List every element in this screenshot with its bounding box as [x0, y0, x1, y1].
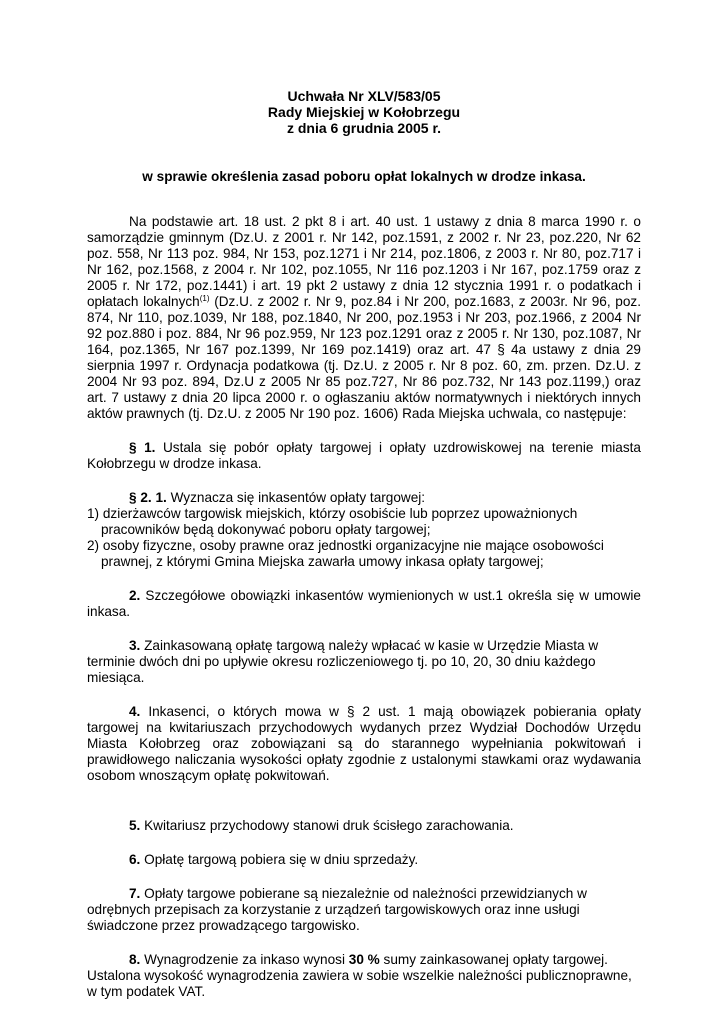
section-2-1-text: Wyznacza się inkasentów opłaty targowej:	[166, 490, 426, 505]
section-2-4-label: 4.	[129, 704, 141, 719]
resolution-subject: w sprawie określenia zasad poboru opłat lokalnych w drodze inkasa.	[142, 169, 586, 184]
section-2-5-label: 5.	[129, 818, 141, 833]
section-2-6-label: 6.	[129, 852, 141, 867]
section-2-8-label: 8.	[129, 952, 141, 967]
section-2-1-label: § 2. 1.	[129, 490, 167, 505]
section-2-4-text: Inkasenci, o których mowa w § 2 ust. 1 mają obowiązek pobierania opłaty targowej na kwitariuszach przychodowych wydanych przez Wydział Dochodów Urzędu Miasta Kołobrzeg oraz zobowiązani są do starannego wypełniania pokwitowań i prawidłowego naliczania wysokości opłaty zgodnie z ustalonymi stawkami oraz wydawania osobom wnoszącym opłatę pokwitowań.	[87, 704, 641, 783]
list-item: 2) osoby fizyczne, osoby prawne oraz jednostki organizacyjne nie mające osobowości prawnej, z którymi Gmina Miejska zawarła umowy inkasa opłaty targowej;	[87, 538, 604, 569]
section-2-5	[87, 818, 641, 834]
legal-basis-part1: Na podstawie art. 18 ust. 2 pkt 8 i art. 40 ust. 1 ustawy z dnia 8 marca 1990 r. o samorządzie gminnym (Dz.U. z 2001 r. Nr 142, poz.1591, z 2002 r. Nr 23, poz.220, Nr 62 poz. 558, Nr 113 poz. 984, Nr 153, poz.1271 i Nr 214, poz.1806, z 2003 r. Nr 80, poz.717 i Nr 162, poz.1568, z 2004 r. Nr 102, poz.1055, Nr 116 poz.1203 i Nr 167, poz.1759 oraz z 2005 r. Nr 172, poz.1441) i art. 19 pkt 2 ustawy z dnia 12 stycznia 1991 r. o podatkach i opłatach lokalnych	[87, 214, 641, 309]
legal-basis-paragraph	[87, 214, 641, 422]
council-name: Rady Miejskiej w Kołobrzegu	[267, 104, 461, 120]
section-1	[87, 440, 641, 472]
section-2-2-label: 2.	[129, 588, 141, 603]
resolution-date: z dnia 6 grudnia 2005 r.	[286, 120, 442, 136]
section-2-5-text: Kwitariusz przychodowy stanowi druk ścisłego zarachowania.	[140, 818, 514, 833]
section-2-8	[87, 952, 641, 1000]
section-1-label: § 1.	[129, 440, 156, 455]
section-2-7	[87, 886, 641, 934]
resolution-number: Uchwała Nr XLV/583/05	[287, 88, 441, 104]
section-2-3-label: 3.	[129, 638, 141, 653]
section-2-7-label: 7.	[129, 886, 141, 901]
list-item: 1) dzierżawców targowisk miejskich, którzy osobiście lub poprzez upoważnionych pracowników będą dokonywać poboru opłaty targowej;	[87, 506, 578, 537]
section-2-7-text: Opłaty targowe pobierane są niezależnie od należności przewidzianych w odrębnych przepisach za korzystanie z urządzeń targowiskowych oraz inne usługi świadczone przez prowadzącego targowisko.	[87, 886, 587, 933]
commission-percent: 30 %	[348, 952, 380, 967]
section-2-2	[87, 588, 641, 620]
section-1-text: Ustala się pobór opłaty targowej i opłaty uzdrowiskowej na terenie miasta Kołobrzegu w drodze inkasa.	[87, 440, 641, 471]
section-2-4	[87, 704, 641, 784]
section-2-3-text: Zainkasowaną opłatę targową należy wpłacać w kasie w Urzędzie Miasta w terminie dwóch dni po upływie okresu rozliczeniowego tj. po 10, 20, 30 dniu każdego miesiąca.	[87, 638, 599, 685]
footnote-marker: (1)	[199, 294, 210, 303]
document-page	[87, 88, 641, 1000]
section-2-6-text: Opłatę targową pobiera się w dniu sprzedaży.	[140, 852, 419, 867]
section-2-6	[87, 852, 641, 868]
section-2-2-text: Szczegółowe obowiązki inkasentów wymienionych w ust.1 określa się w umowie inkasa.	[87, 588, 641, 619]
section-2-3	[87, 638, 641, 686]
resolution-header	[87, 88, 641, 136]
section-2-1	[87, 490, 641, 570]
section-2-8-text-after: sumy zainkasowanej opłaty targowej. Ustalona wysokość wynagrodzenia zawiera w sobie wszelkie należności publicznoprawne, w tym podatek VAT.	[87, 952, 632, 999]
section-2-8-text-before: Wynagrodzenie za inkaso wynosi	[140, 952, 349, 967]
legal-basis-part2: (Dz.U. z 2002 r. Nr 9, poz.84 i Nr 200, poz.1683, z 2003r. Nr 96, poz. 874, Nr 110, poz.1039, Nr 188, poz.1840, Nr 200, poz.1953 i Nr 203, poz.1966, z 2004 Nr 92 poz.880 i poz. 884, Nr 96 poz.959, Nr 123 poz.1291 oraz z 2005 r. Nr 130, poz.1087, Nr 164, poz.1365, Nr 167 poz.1399, Nr 169 poz.1419) oraz art. 47 § 4a ustawy z dnia 29 sierpnia 1997 r. Ordynacja podatkowa (tj. Dz.U. z 2005 r. Nr 8 poz. 60, zm. przen. Dz.U. z 2004 Nr 93 poz. 894, Dz.U z 2005 Nr 85 poz.727, Nr 86 poz.732, Nr 143 poz.1199,) oraz art. 7 ustawy z dnia 20 lipca 2000 r. o ogłaszaniu aktów normatywnych i niektórych innych aktów prawnych (tj. Dz.U. z 2005 Nr 190 poz. 1606) Rada Miejska uchwala, co następuje:	[87, 294, 641, 421]
